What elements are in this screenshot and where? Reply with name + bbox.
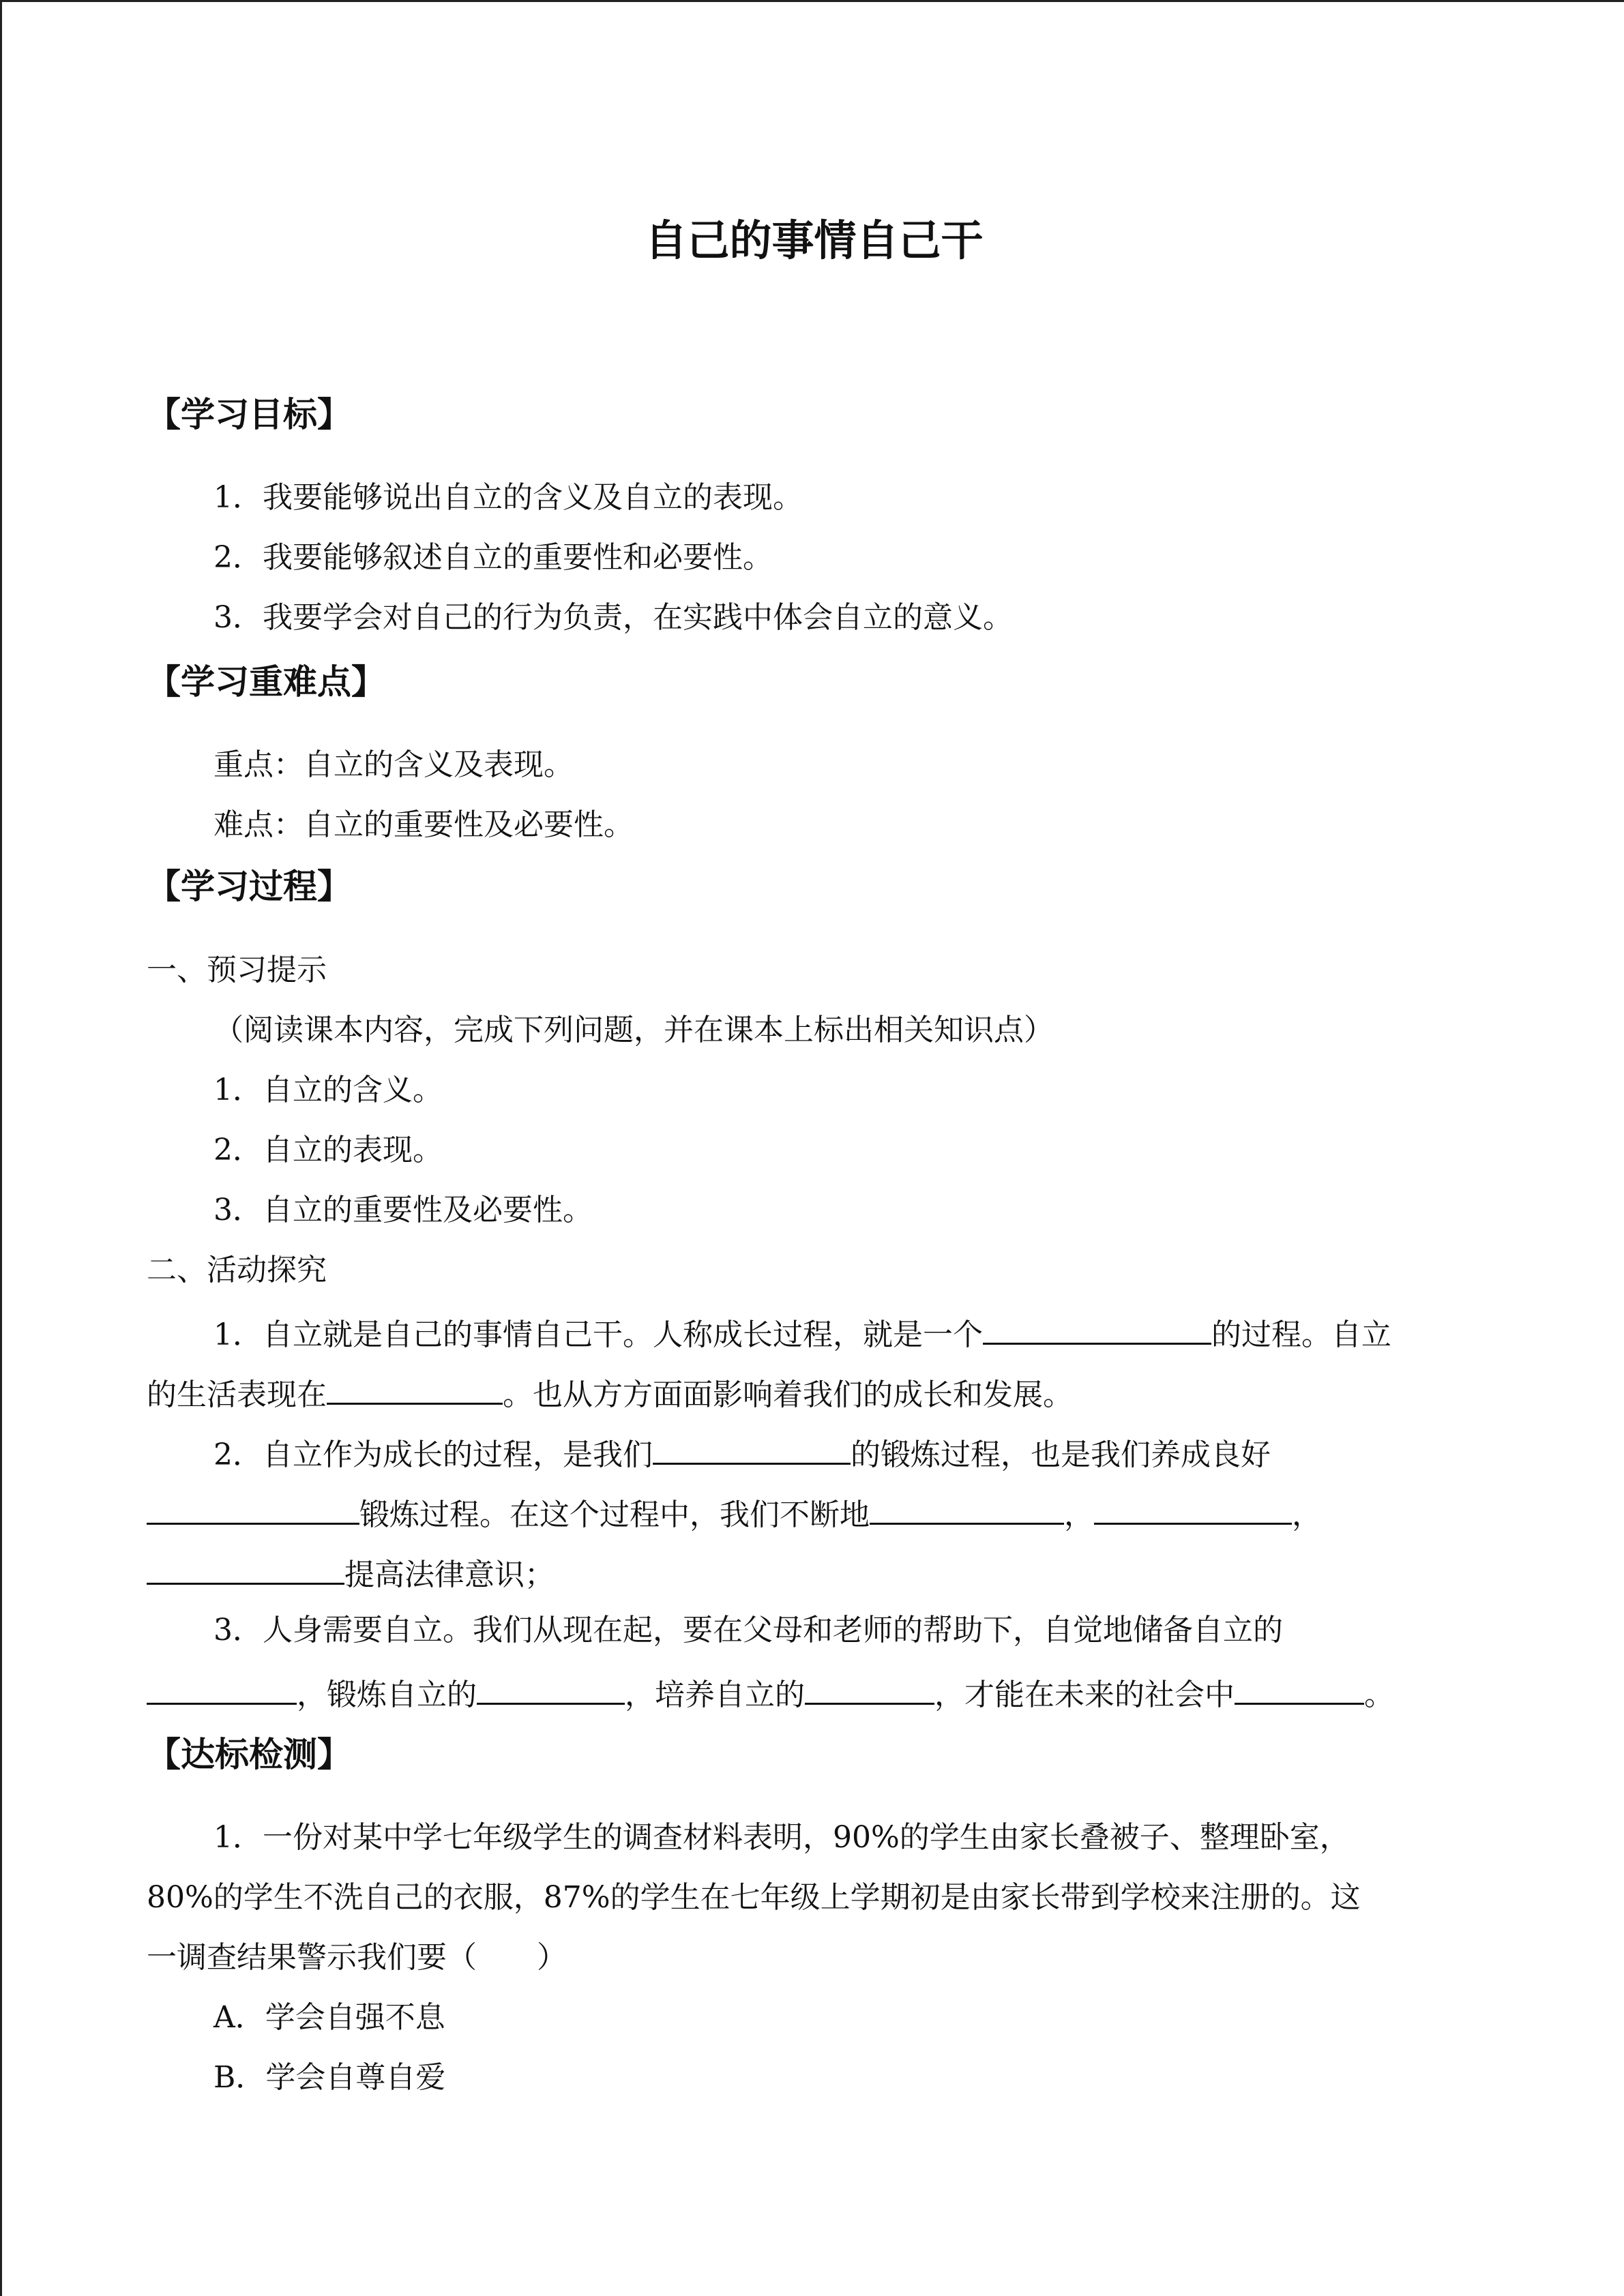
fill-blank[interactable]: [147, 1490, 359, 1525]
activity-q2-sep-2: ，: [1292, 1497, 1322, 1532]
fill-blank[interactable]: [870, 1490, 1064, 1525]
activity-q3-line2: [147, 1670, 1394, 1716]
fill-blank[interactable]: [1094, 1490, 1292, 1525]
goal-item-2: 2．我要能够叙述自立的重要性和必要性。: [213, 540, 773, 575]
fill-blank[interactable]: [147, 1670, 297, 1705]
activity-heading: 二、活动探究: [147, 1253, 327, 1287]
test-q1-line2: 80%的学生不洗自己的衣服，87%的学生在七年级上学期初是由家长带到学校来注册的。这: [147, 1880, 1361, 1915]
goal-item-1: 1．我要能够说出自立的含义及自立的表现。: [213, 480, 803, 515]
activity-q2-line1: [213, 1430, 1271, 1476]
fill-blank[interactable]: [147, 1550, 344, 1585]
test-q1-line3: 一调查结果警示我们要（ ）: [147, 1940, 567, 1975]
key-point-focus: 重点：自立的含义及表现。: [213, 747, 574, 782]
section-heading-goals: 【学习目标】: [147, 395, 351, 434]
page-title: 自己的事情自己干: [645, 215, 984, 265]
activity-q2-text-b: 的锻炼过程，也是我们养成良好: [851, 1437, 1271, 1472]
activity-q2-sep-1: ，: [1064, 1497, 1094, 1532]
test-q1-option-b[interactable]: B．学会自尊自爱: [213, 2060, 446, 2095]
fill-blank[interactable]: [327, 1370, 503, 1405]
activity-q3-line1: 3．人身需要自立。我们从现在起，要在父母和老师的帮助下，自觉地储备自立的: [213, 1613, 1283, 1648]
preview-heading: 一、预习提示: [147, 953, 327, 987]
activity-q2-text-a: 2．自立作为成长的过程，是我们: [213, 1437, 653, 1472]
activity-q1-text-b: 的过程。自立: [1211, 1317, 1391, 1352]
key-point-difficulty: 难点：自立的重要性及必要性。: [213, 807, 634, 842]
activity-q2-text-c: 锻炼过程。在这个过程中，我们不断地: [359, 1497, 870, 1532]
activity-q2-line3: [147, 1550, 555, 1596]
preview-instruction: （阅读课本内容，完成下列问题，并在课本上标出相关知识点）: [213, 1013, 1054, 1047]
preview-item-3: 3．自立的重要性及必要性。: [213, 1193, 593, 1227]
activity-q3-text-c: ，培养自立的: [625, 1678, 805, 1712]
activity-q1-text-d: 。也从方方面面影响着我们的成长和发展。: [503, 1377, 1073, 1412]
section-heading-process: 【学习过程】: [147, 867, 351, 906]
activity-q1-text-a: 1．自立就是自己的事情自己干。人称成长过程，就是一个: [213, 1317, 983, 1352]
activity-q2-line2: [147, 1490, 1322, 1536]
goal-item-3: 3．我要学会对自己的行为负责，在实践中体会自立的意义。: [213, 600, 1013, 635]
activity-q3-text-b: ，锻炼自立的: [297, 1678, 477, 1712]
section-heading-key-points: 【学习重难点】: [147, 662, 385, 702]
fill-blank[interactable]: [477, 1670, 625, 1705]
preview-item-2: 2．自立的表现。: [213, 1133, 443, 1167]
activity-q3-text-e: 。: [1364, 1678, 1394, 1712]
fill-blank[interactable]: [1235, 1670, 1364, 1705]
activity-q2-text-d: 提高法律意识；: [344, 1557, 555, 1592]
fill-blank[interactable]: [983, 1310, 1211, 1345]
activity-q3-text-d: ，才能在未来的社会中: [934, 1678, 1235, 1712]
activity-q1-line2: [147, 1370, 1073, 1416]
fill-blank[interactable]: [653, 1430, 851, 1465]
preview-item-1: 1．自立的含义。: [213, 1073, 443, 1107]
activity-q1-text-c: 的生活表现在: [147, 1377, 327, 1412]
fill-blank[interactable]: [805, 1670, 934, 1705]
test-q1-option-a[interactable]: A．学会自强不息: [213, 2000, 445, 2035]
test-q1-line1: 1．一份对某中学七年级学生的调查材料表明，90%的学生由家长叠被子、整理卧室，: [213, 1820, 1350, 1855]
activity-q1-line1: [213, 1310, 1391, 1356]
section-heading-test: 【达标检测】: [147, 1735, 351, 1774]
